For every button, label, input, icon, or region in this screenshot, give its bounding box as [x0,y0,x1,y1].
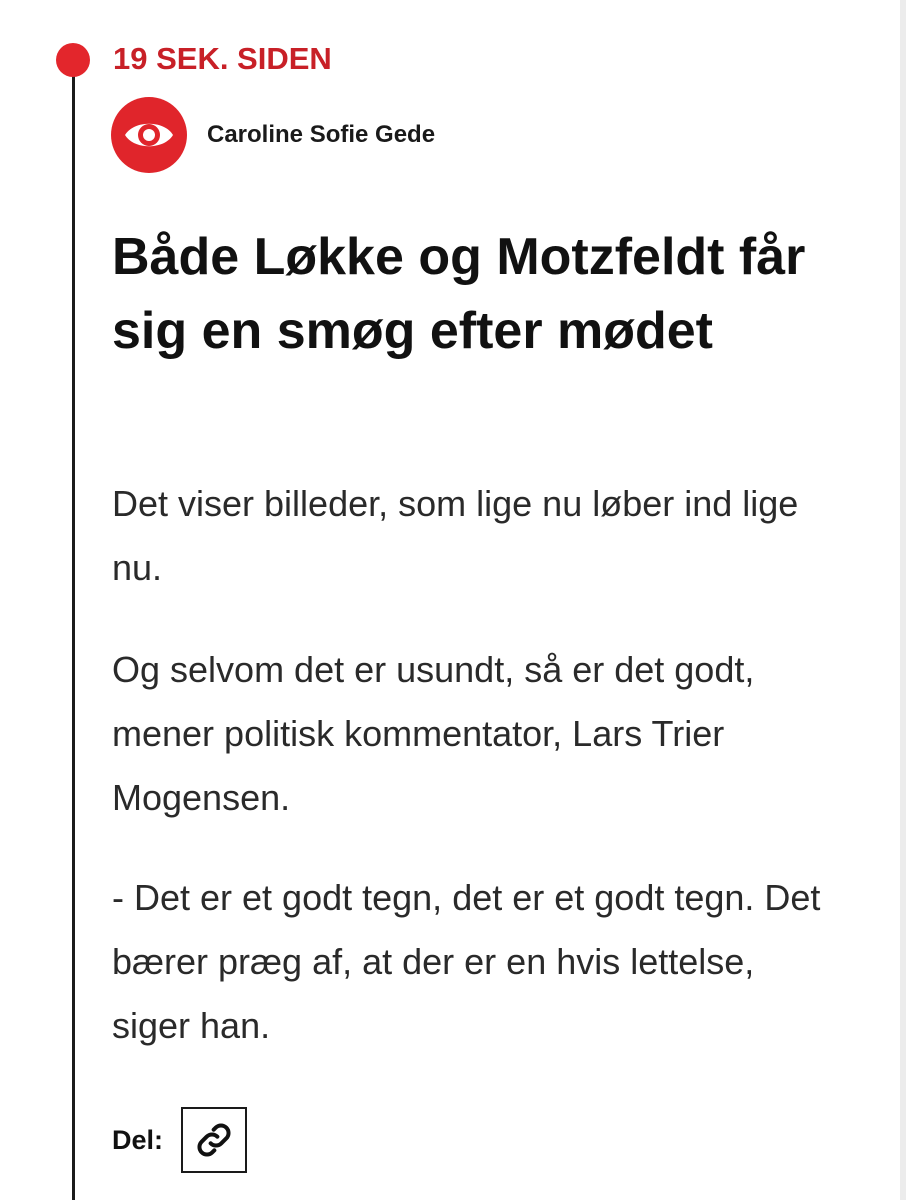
post-paragraph-3: - Det er et godt tegn, det er et godt tegn. Det bærer præg af, at der er en hvis lettelse, siger han. [112,877,821,1046]
post-headline: Både Løkke og Motzfeldt får sig en smøg efter mødet [112,228,806,360]
author-byline [111,97,435,173]
post-timestamp: 19 SEK. SIDEN [113,41,332,76]
post-paragraph-2: Og selvom det er usundt, så er det godt, mener politisk kommentator, Lars Trier Mogensen. [112,649,755,818]
author-name[interactable]: Caroline Sofie Gede [207,121,436,148]
share-row [112,1107,247,1173]
author-avatar[interactable] [111,97,187,173]
share-label: Del: [112,1124,164,1155]
post-paragraph-1: Det viser billeder, som lige nu løber ind lige nu. [112,483,799,588]
timeline-line [72,58,75,1200]
timeline-dot [56,43,90,77]
link-icon [194,1120,234,1160]
copy-link-button[interactable] [181,1107,247,1173]
eye-icon [122,115,176,155]
page-edge [900,0,906,1200]
